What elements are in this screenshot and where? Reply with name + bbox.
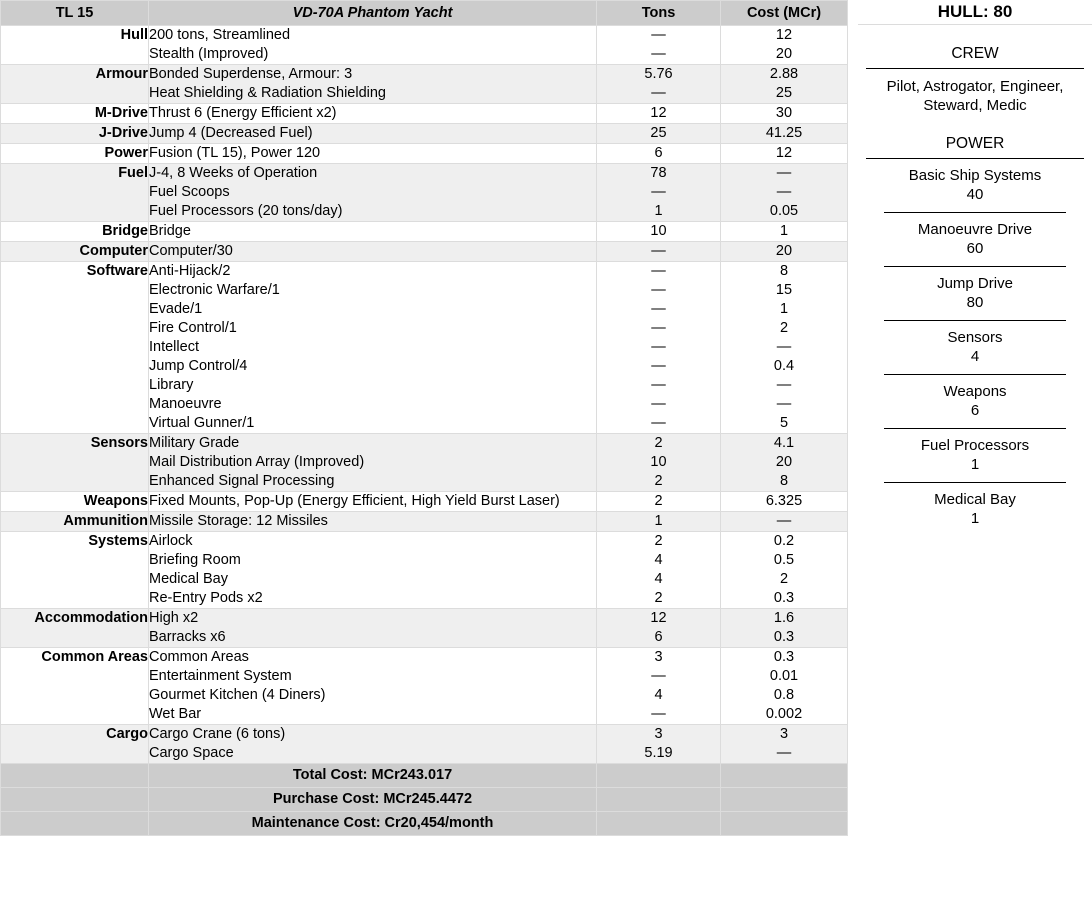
row-label: Systems [1,532,149,609]
row-tons: 5.76 — [597,65,721,104]
row-label: M-Drive [1,104,149,124]
footer-spacer-cost [721,812,848,836]
row-cost: 12 [721,144,848,164]
footer-spacer-label [1,788,149,812]
table-row [1,65,848,104]
row-tons: 1 [597,512,721,532]
power-item [858,213,1092,266]
row-label: Accommodation [1,609,149,648]
power-item [858,267,1092,320]
power-item-name: Fuel Processors [920,437,1030,454]
footer-spacer-cost [721,764,848,788]
footer-total-text: Maintenance Cost: Cr20,454/month [149,812,597,836]
table-row [1,434,848,492]
footer-spacer-cost [721,788,848,812]
row-cost: — [721,512,848,532]
row-cost: — — 0.05 [721,164,848,222]
table-row [1,262,848,434]
column-header-cost: Cost (MCr) [721,1,848,26]
table-row [1,648,848,725]
row-cost: 12 20 [721,26,848,65]
row-label: Software [1,262,149,434]
row-description: Fusion (TL 15), Power 120 [149,144,597,164]
footer-total-text: Purchase Cost: MCr245.4472 [149,788,597,812]
row-tons: — — [597,26,721,65]
power-item [858,483,1092,536]
row-label: Bridge [1,222,149,242]
row-cost: 20 [721,242,848,262]
power-item [858,321,1092,374]
row-cost: 0.3 0.01 0.8 0.002 [721,648,848,725]
row-cost: 8 15 1 2 — 0.4 — — 5 [721,262,848,434]
power-section-title: POWER [945,135,1005,152]
row-description: Computer/30 [149,242,597,262]
row-description: J-4, 8 Weeks of Operation Fuel Scoops Fuel Processors (20 tons/day) [149,164,597,222]
power-item-name: Medical Bay [934,491,1016,508]
row-cost: 1 [721,222,848,242]
row-description: Bonded Superdense, Armour: 3 Heat Shielding & Radiation Shielding [149,65,597,104]
row-cost: 1.6 0.3 [721,609,848,648]
table-row [1,609,848,648]
power-item-value: 1 [970,510,980,527]
row-description: Airlock Briefing Room Medical Bay Re-Entry Pods x2 [149,532,597,609]
power-item-value: 1 [970,456,980,473]
table-footer-row [1,788,848,812]
row-tons: 2 [597,492,721,512]
footer-spacer-label [1,764,149,788]
row-description: Common Areas Entertainment System Gourmet Kitchen (4 Diners) Wet Bar [149,648,597,725]
row-cost: 0.2 0.5 2 0.3 [721,532,848,609]
table-row [1,725,848,764]
hull-header: HULL: 80 [858,0,1092,25]
power-item-value: 60 [966,240,984,257]
row-description: Thrust 6 (Energy Efficient x2) [149,104,597,124]
power-list [858,159,1092,536]
table-row [1,532,848,609]
row-label: Fuel [1,164,149,222]
table-row [1,164,848,222]
power-item-name: Weapons [943,383,1007,400]
table-row [1,242,848,262]
power-item-name: Sensors [947,329,1003,346]
footer-spacer-tons [597,764,721,788]
row-label: Computer [1,242,149,262]
table-header [1,1,848,26]
power-item-name: Manoeuvre Drive [917,221,1033,238]
row-tons: 2 4 4 2 [597,532,721,609]
row-tons: 78 — 1 [597,164,721,222]
row-label: Weapons [1,492,149,512]
row-cost: 6.325 [721,492,848,512]
table-footer-row [1,764,848,788]
row-tons: 6 [597,144,721,164]
row-cost: 2.88 25 [721,65,848,104]
table-row [1,144,848,164]
power-item-name: Basic Ship Systems [908,167,1042,184]
footer-spacer-tons [597,812,721,836]
row-label: Cargo [1,725,149,764]
row-label: Armour [1,65,149,104]
table-row [1,222,848,242]
row-label: Power [1,144,149,164]
row-description: Anti-Hijack/2 Electronic Warfare/1 Evade/1 Fire Control/1 Intellect Jump Control/4 Library Manoeuvre Virtual Gunner/1 [149,262,597,434]
row-label: J-Drive [1,124,149,144]
row-tons: 2 10 2 [597,434,721,492]
footer-spacer-label [1,812,149,836]
power-item-value: 80 [966,294,984,311]
table-row [1,124,848,144]
power-item [858,429,1092,482]
crew-section-title: CREW [951,45,999,62]
row-description: Cargo Crane (6 tons) Cargo Space [149,725,597,764]
power-item-value: 6 [970,402,980,419]
row-description: Military Grade Mail Distribution Array (Improved) Enhanced Signal Processing [149,434,597,492]
row-tons: — — — — — — — — — [597,262,721,434]
table-footer-row [1,812,848,836]
table-row [1,104,848,124]
column-header-ship-name: VD-70A Phantom Yacht [149,1,597,26]
row-tons: 10 [597,222,721,242]
table-row [1,26,848,65]
row-label: Common Areas [1,648,149,725]
power-item-value: 4 [970,348,980,365]
row-description: Missile Storage: 12 Missiles [149,512,597,532]
row-tons: 3 — 4 — [597,648,721,725]
column-header-tons: Tons [597,1,721,26]
row-label: Hull [1,26,149,65]
table-row [1,512,848,532]
side-panel [858,0,1092,536]
power-item [858,375,1092,428]
row-description: High x2 Barracks x6 [149,609,597,648]
power-item [858,159,1092,212]
row-tons: — [597,242,721,262]
table-row [1,492,848,512]
row-label: Sensors [1,434,149,492]
row-tons: 3 5.19 [597,725,721,764]
footer-spacer-tons [597,788,721,812]
row-cost: 41.25 [721,124,848,144]
row-description: 200 tons, Streamlined Stealth (Improved) [149,26,597,65]
row-cost: 4.1 20 8 [721,434,848,492]
power-item-value: 40 [966,186,984,203]
row-tons: 12 6 [597,609,721,648]
row-label: Ammunition [1,512,149,532]
table-body [1,26,848,764]
row-description: Bridge [149,222,597,242]
table-footer [1,764,848,836]
row-description: Jump 4 (Decreased Fuel) [149,124,597,144]
row-cost: 3 — [721,725,848,764]
row-tons: 25 [597,124,721,144]
row-description: Fixed Mounts, Pop-Up (Energy Efficient, High Yield Burst Laser) [149,492,597,512]
row-tons: 12 [597,104,721,124]
row-cost: 30 [721,104,848,124]
power-item-name: Jump Drive [937,275,1013,292]
crew-members: Pilot, Astrogator, Engineer, Steward, Medic [886,78,1064,114]
column-header-tech-level: TL 15 [1,1,149,26]
footer-total-text: Total Cost: MCr243.017 [149,764,597,788]
table-header-row [1,1,848,26]
